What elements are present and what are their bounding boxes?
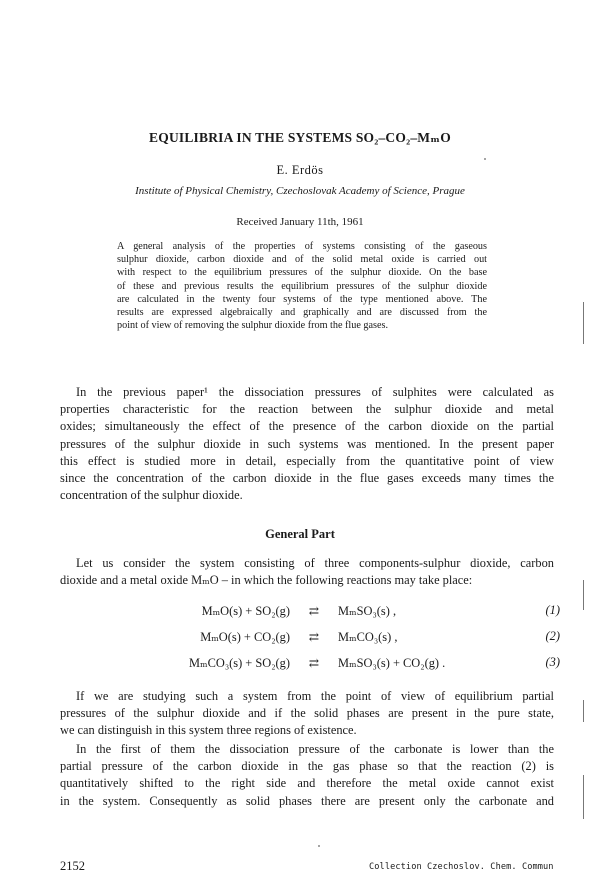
- equilibrium-arrow-icon: ⇄: [308, 630, 320, 644]
- equation-lhs: MₘO(s) + SO₂(g): [201, 604, 290, 618]
- equation-3: [160, 655, 560, 675]
- equation-number: (2): [545, 629, 560, 643]
- text-line: properties characteristic for the reaction between the sulphur dioxide and metal: [60, 402, 554, 417]
- equation-number: (1): [545, 603, 560, 617]
- text-line: we can distinguish in this system three regions of existence.: [60, 723, 357, 738]
- text-line: oxides; simultaneously the effect of the presence of the carbon dioxide on the partial: [60, 419, 554, 434]
- text-line: dioxide and a metal oxide MₘO – in which the following reactions may take place:: [60, 573, 473, 588]
- abstract-line: results are expressed algebraically and graphically and are discussed from the: [117, 307, 487, 319]
- text-line: pressures of the sulphur dioxide and if the solid phases are present in the pure state,: [60, 706, 554, 721]
- paper-title: EQUILIBRIA IN THE SYSTEMS SO₂–CO₂–MₘO: [149, 130, 451, 145]
- equilibrium-arrow-icon: ⇄: [308, 604, 320, 618]
- text-line: If we are studying such a system from the point of view of equilibrium partial: [76, 689, 554, 703]
- section-heading: General Part: [265, 527, 335, 541]
- equation-lhs: MₘO(s) + CO₂(g): [200, 630, 290, 644]
- text-line: partial pressure of the carbon dioxide in the gas phase so that the reaction (2) is: [60, 759, 554, 774]
- text-line: pressures of the sulphur dioxide in such systems was mentioned. In the present paper: [60, 436, 554, 451]
- page-number: 2152: [60, 859, 85, 873]
- paragraph-system: [60, 555, 554, 589]
- text-line: Let us consider the system consisting of three components-sulphur dioxide, carbon: [76, 556, 554, 570]
- journal-footer: Collection Czechoslov. Chem. Commun: [369, 862, 554, 872]
- equation-2: [160, 629, 560, 649]
- paragraph-regions: [60, 688, 554, 740]
- abstract-line: with respect to the equilibrium pressures of the sulphur dioxide. On the base: [117, 267, 487, 279]
- scan-speck: [484, 158, 486, 160]
- scan-speck: [318, 845, 320, 847]
- text-line: since the concentration of the carbon dioxide in the flue gases exceeds many times the: [60, 471, 554, 486]
- abstract-line: sulphur dioxide, carbon dioxide and of the solid metal oxide is carried out: [117, 254, 487, 266]
- text-line: in the system. Consequently as solid phases there are present only the carbonate and: [60, 793, 554, 808]
- abstract-line: are calculated in the twenty four systems of the type mentioned above. The: [117, 293, 487, 305]
- equation-lhs: MₘCO₃(s) + SO₂(g): [188, 656, 290, 670]
- text-line: In the previous paper¹ the dissociation pressures of sulphites were calculated as: [76, 385, 554, 399]
- scan-margin-mark: [583, 302, 584, 344]
- equilibrium-arrow-icon: ⇄: [308, 656, 320, 670]
- scan-margin-mark: [583, 580, 584, 610]
- author-name: E. Erdös: [276, 163, 324, 177]
- abstract-line: point of view of removing the sulphur dioxide from the flue gases.: [117, 320, 389, 332]
- paragraph-first-region: [60, 741, 554, 810]
- text-line: this effect is studied more in detail, especially from the quantitative point of view: [60, 453, 554, 468]
- received-date: Received January 11th, 1961: [236, 216, 364, 228]
- equation-rhs: MₘCO₃(s) ,: [338, 630, 398, 644]
- equation-rhs: MₘSO₃(s) + CO₂(g) .: [338, 656, 446, 670]
- equation-number: (3): [545, 655, 560, 669]
- text-line: quantitatively shifted to the right side and therefore the metal oxide cannot exist: [60, 776, 554, 791]
- scan-margin-mark: [583, 775, 584, 819]
- text-line: concentration of the sulphur dioxide.: [60, 488, 243, 503]
- text-line: In the first of them the dissociation pressure of the carbonate is lower than the: [76, 742, 554, 756]
- author-affiliation: Institute of Physical Chemistry, Czechoslovak Academy of Science, Prague: [135, 185, 465, 197]
- equation-1: [160, 603, 560, 623]
- equation-rhs: MₘSO₃(s) ,: [338, 604, 397, 618]
- abstract: [117, 240, 487, 332]
- abstract-line: of these and previous results the equilibrium pressures of the sulphur dioxide: [117, 280, 487, 292]
- paragraph-intro: [60, 384, 554, 504]
- scan-margin-mark: [583, 700, 584, 722]
- abstract-line: A general analysis of the properties of systems consisting of the gaseous: [117, 241, 487, 252]
